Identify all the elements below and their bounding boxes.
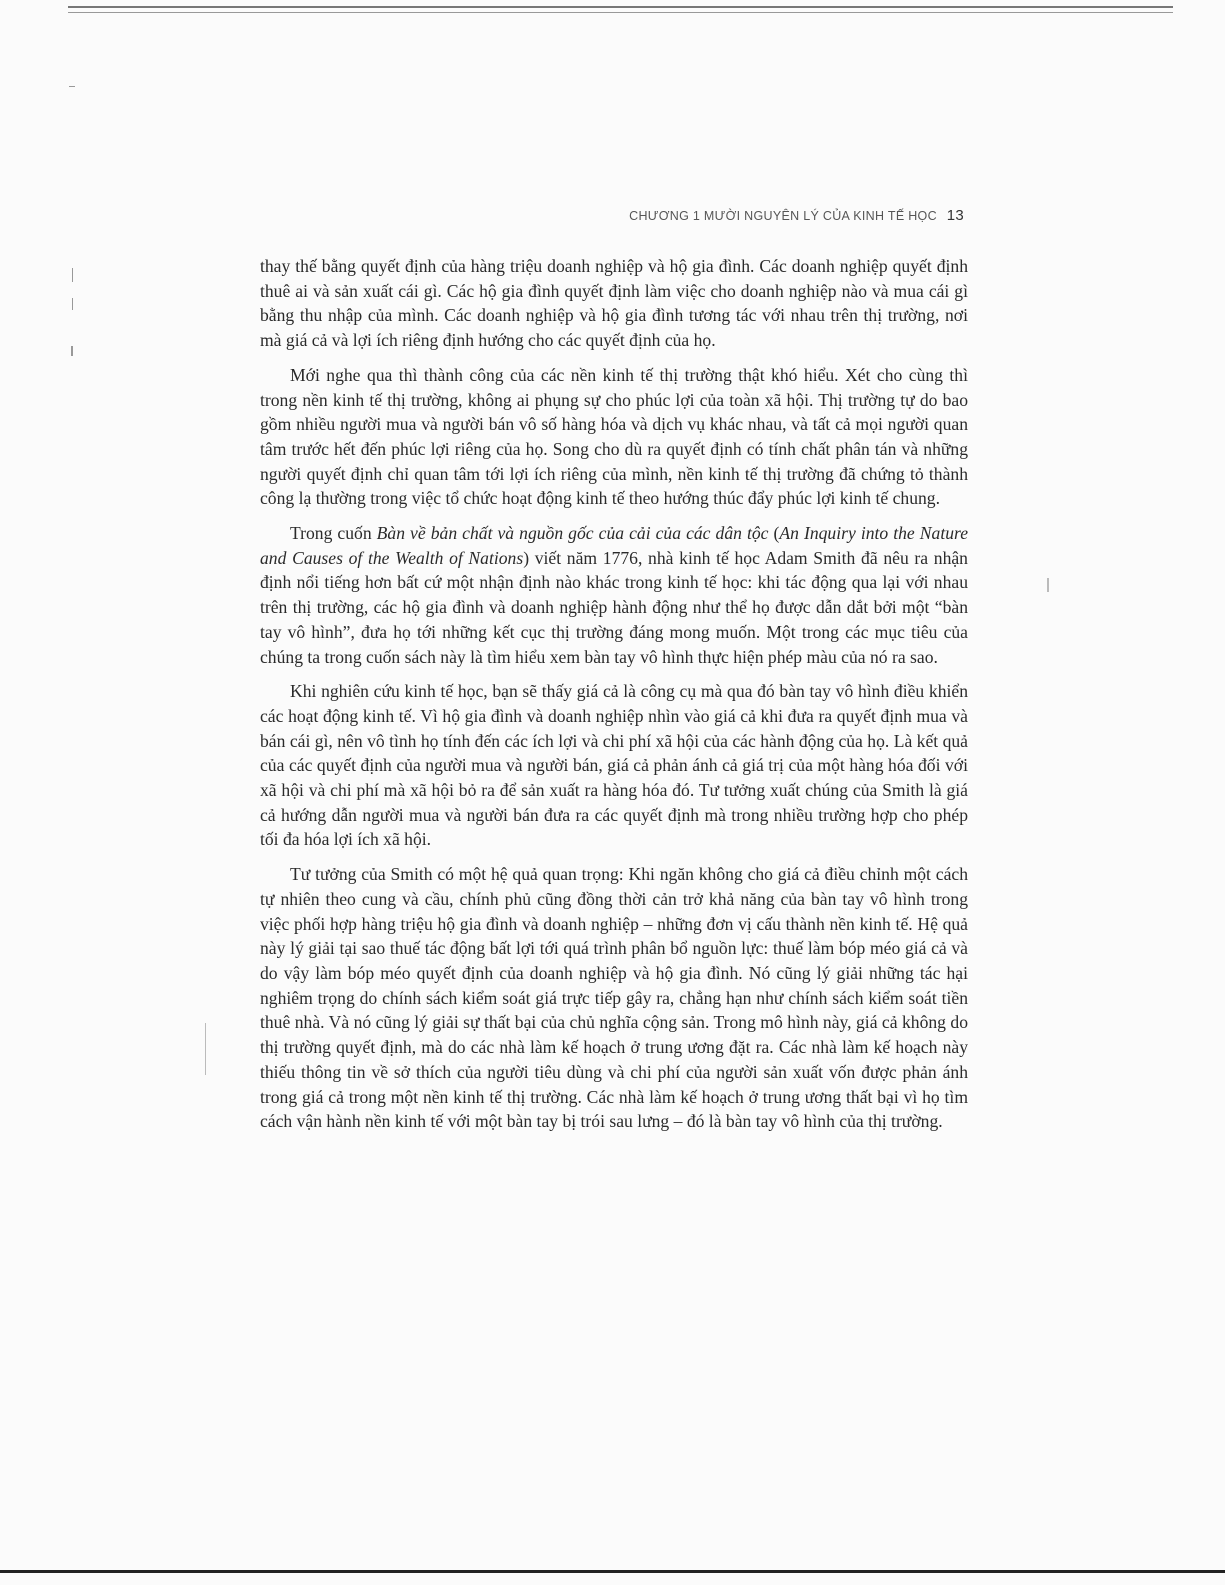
chapter-title: CHƯƠNG 1 MƯỜI NGUYÊN LÝ CỦA KINH TẾ HỌC	[629, 209, 937, 223]
paragraph-1: thay thế bằng quyết định của hàng triệu doanh nghiệp và hộ gia đình. Các doanh nghiệp quyết định thuê ai và sản xuất cái gì. Các hộ gia đình quyết định làm việc cho doanh nghiệp nào và mua cái gì bằng thu nhập của mình. Các doanh nghiệp và hộ gia đình tương tác với nhau trên thị trường, nơi mà giá cả và lợi ích riêng định hướng cho các quyết định của họ.	[260, 256, 968, 351]
page-number: 13	[946, 207, 964, 224]
scan-mark	[69, 86, 75, 87]
scan-mark	[72, 268, 73, 282]
paragraph-3-mid: (	[768, 523, 780, 544]
body-text	[260, 254, 968, 1144]
paragraph-2: Mới nghe qua thì thành công của các nền kinh tế thị trường thật khó hiểu. Xét cho cùng thì trong nền kinh tế thị trường, không ai phụng sự cho phúc lợi của toàn xã hội. Thị trường tự do bao gồm nhiều người mua và người bán vô số hàng hóa và dịch vụ khác nhau, và tất cả mọi người quan tâm trước hết đến phúc lợi riêng của họ. Song cho dù ra quyết định có tính chất phân tán và những người quyết định chỉ quan tâm tới lợi ích riêng của mình, nền kinh tế thị trường đã chứng tỏ thành công lạ thường trong việc tổ chức hoạt động kinh tế theo hướng thúc đẩy phúc lợi kinh tế chung.	[260, 364, 968, 509]
top-border-rule	[68, 6, 1173, 13]
book-title-vietnamese: Bàn về bản chất và nguồn gốc của cải của các dân tộc	[376, 523, 769, 544]
paragraph-5: Tư tưởng của Smith có một hệ quả quan trọng: Khi ngăn không cho giá cả điều chỉnh một cách tự nhiên theo cung và cầu, chính phủ cũng đồng thời cản trở khả năng của bàn tay vô hình trong việc phối hợp hàng triệu hộ gia đình và doanh nghiệp – những đơn vị cấu thành nền kinh tế. Hệ quả này lý giải tại sao thuế tác động bất lợi tới quá trình phân bổ nguồn lực: thuế làm bóp méo giá cả và do vậy làm bóp méo quyết định của doanh nghiệp và hộ gia đình. Nó cũng lý giải những tác hại nghiêm trọng do chính sách kiểm soát giá trực tiếp gây ra, chẳng hạn như chính sách kiểm soát tiền thuê nhà. Và nó cũng lý giải sự thất bại của chủ nghĩa cộng sản. Trong mô hình này, giá cả không do thị trường quyết định, mà do các nhà làm kế hoạch ở trung ương đặt ra. Các nhà làm kế hoạch này thiếu thông tin về sở thích của người tiêu dùng và chi phí của người sản xuất vốn được phản ánh trong giá cả trong một nền kinh tế thị trường. Các nhà làm kế hoạch ở trung ương thất bại vì họ tìm cách vận hành nền kinh tế với một bàn tay bị trói sau lưng – đó là bàn tay vô hình của thị trường.	[260, 864, 968, 1132]
book-title-english: An Inquiry into the Nature and Causes of the Wealth of Nations	[260, 523, 969, 568]
paragraph-4: Khi nghiên cứu kinh tế học, bạn sẽ thấy giá cả là công cụ mà qua đó bàn tay vô hình điều khiển các hoạt động kinh tế. Vì hộ gia đình và doanh nghiệp nhìn vào giá cả khi đưa ra quyết định mua và bán cái gì, nên vô tình họ tính đến các ích lợi và chi phí xã hội của các hành động của họ. Là kết quả của các quyết định của người mua và người bán, giá cả phản ánh cả giá trị của một hàng hóa đối với xã hội và chi phí mà xã hội bỏ ra để sản xuất ra hàng hóa đó. Tư tưởng xuất chúng của Smith là giá cả hướng dẫn người mua và người bán đưa ra các quyết định mà trong nhiều trường hợp cho phép tối đa hóa lợi ích xã hội.	[260, 681, 968, 850]
paragraph-3	[260, 521, 968, 669]
running-head	[560, 207, 964, 224]
scan-mark	[205, 1023, 206, 1075]
paragraph-3-post: ) viết năm 1776, nhà kinh tế học Adam Smith đã nêu ra nhận định nổi tiếng hơn bất cứ một nhận định nào khác trong kinh tế học: khi tác động qua lại với nhau trên thị trường, các hộ gia đình và doanh nghiệp hành động như thể họ được dẫn dắt bởi một “bàn tay vô hình”, đưa họ tới những kết cục thị trường đáng mong muốn. Một trong các mục tiêu của chúng ta trong cuốn sách này là tìm hiểu xem bàn tay vô hình thực hiện phép màu của nó ra sao.	[260, 547, 968, 667]
bottom-border-rule	[0, 1570, 1225, 1573]
scan-mark	[71, 346, 73, 356]
scan-mark	[1047, 578, 1049, 592]
scan-mark	[72, 298, 73, 310]
paragraph-3-pre: Trong cuốn	[290, 523, 377, 544]
